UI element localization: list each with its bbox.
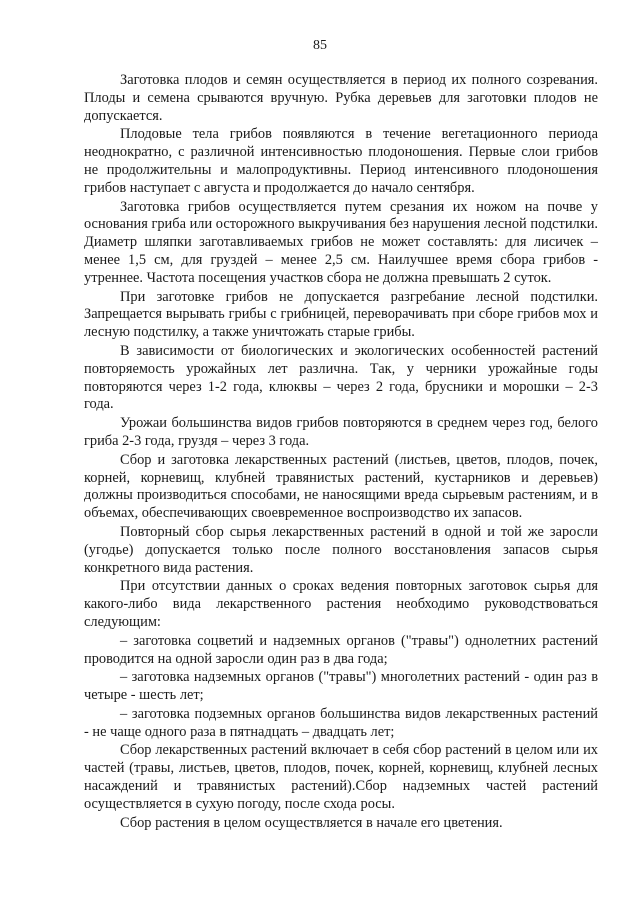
paragraph-mushroom-fruiting: Плодовые тела грибов появляются в течение вегетационного периода неоднократно, с различной интенсивностью плодоношения. Первые слои грибов не продолжительны и малопродуктивны. Период интенсивного плодоношения грибов наступает с августа и продолжается до начало сентября. [84,126,598,196]
paragraph-yield-years: В зависимости от биологических и экологических особенностей растений повторяемость урожайных лет различна. Так, у черники урожайные годы повторяются через 1-2 года, клюквы – через 2 года, брусники и морошки – 2-3 года. [84,342,598,413]
list-item-perennial-plants: – заготовка надземных органов ("травы") многолетних растений - один раз в четыре - шесть лет; [84,669,598,704]
paragraph-repeat-harvest: Повторный сбор сырья лекарственных растений в одной и той же заросли (угодье) допускается только после полного восстановления запасов сырья конкретного вида растения. [84,523,598,576]
page-number: 85 [313,38,327,53]
paragraph-litter-protection: При заготовке грибов не допускается разгребание лесной подстилки. Запрещается вырывать грибы с грибницей, переворачивать при сборе грибов мох и лесную подстилку, а также уничтожать старые грибы. [84,288,598,341]
paragraph-fruit-harvest: Заготовка плодов и семян осуществляется в период их полного созревания. Плоды и семена срываются вручную. Рубка деревьев для заготовки плодов не допускается. [84,72,598,124]
paragraph-medicinal-harvest: Сбор и заготовка лекарственных растений (листьев, цветов, плодов, почек, корней, корневищ, клубней травянистых растений, кустарников и деревьев) должны производиться способами, не наносящими вреда сырьевым растениям, и в объемах, обеспечивающих своевременное воспроизводство их запасов. [84,451,598,522]
list-item-annual-plants: – заготовка соцветий и надземных органов ("травы") однолетних растений проводится на одной заросли один раз в два года; [84,632,598,667]
paragraph-guidance-intro: При отсутствии данных о сроках ведения повторных заготовок сырья для какого-либо вида лекарственного растения необходимо руководствоваться следующим: [84,578,598,630]
paragraph-whole-plant: Сбор растения в целом осуществляется в начале его цветения. [120,814,503,831]
paragraph-mushroom-yields: Урожаи большинства видов грибов повторяются в среднем через год, белого гриба 2-3 года, груздя – через 3 года. [84,415,598,449]
body-text [84,72,598,833]
paragraph-collection-scope: Сбор лекарственных растений включает в себя сбор растений в целом или их частей (травы, листьев, цветов, плодов, почек, корней, корневищ, клубней лесных насаждений и травянистых растений).Сбор надземных частей растений осуществляется в сухую погоду, после схода росы. [84,742,598,812]
paragraph-mushroom-harvest: Заготовка грибов осуществляется путем срезания их ножом на почве у основания гриба или осторожного выкручивания без нарушения лесной подстилки. Диаметр шляпки заготавливаемых грибов не может составлять: для лисичек – менее 1,5 см, для груздей – менее 2,5 см. Наилучшее время сбора грибов - утреннее. Частота посещения участков сбора не должна превышать 2 суток. [84,198,598,286]
list-item-underground-organs: – заготовка подземных органов большинства видов лекарственных растений - не чаще одного раза в пятнадцать – двадцать лет; [84,705,598,740]
